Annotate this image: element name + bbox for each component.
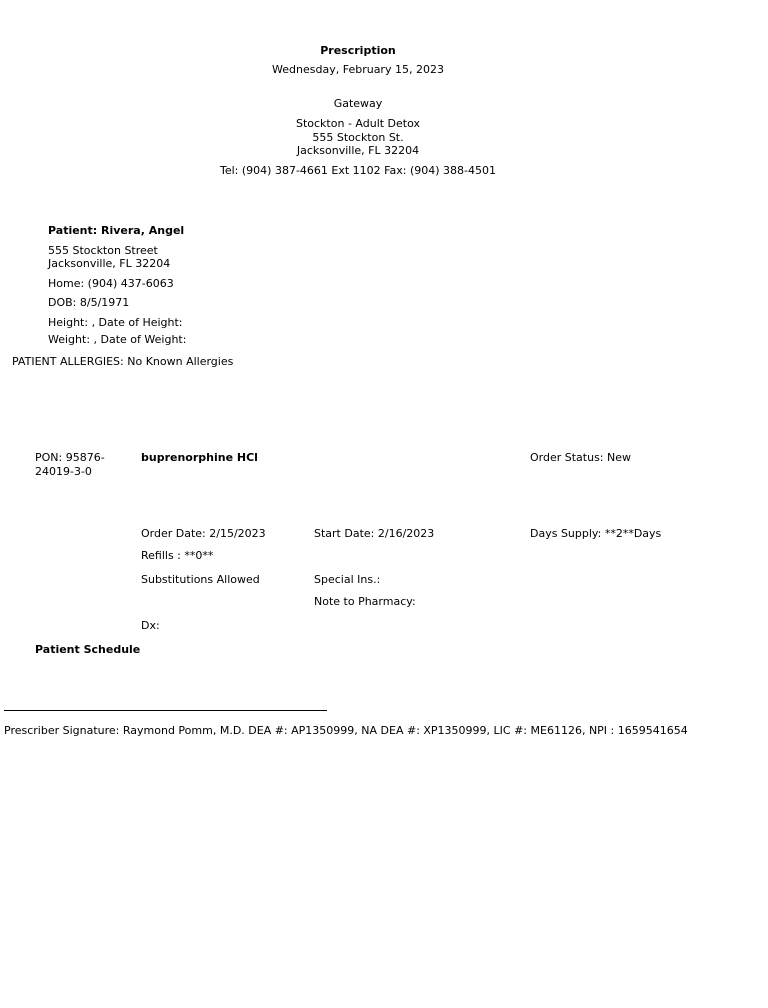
patient-height: Height: , Date of Height: bbox=[48, 316, 183, 329]
diagnosis: Dx: bbox=[141, 619, 160, 632]
document-title: Prescription bbox=[320, 44, 396, 57]
order-status: Order Status: New bbox=[530, 451, 632, 464]
days-supply: Days Supply: **2**Days bbox=[530, 527, 662, 540]
substitutions: Substitutions Allowed bbox=[141, 573, 260, 586]
patient-dob: DOB: 8/5/1971 bbox=[48, 296, 130, 309]
patient-home-phone: Home: (904) 437-6063 bbox=[48, 277, 174, 290]
patient-weight: Weight: , Date of Weight: bbox=[48, 333, 187, 346]
prescriber-signature: Prescriber Signature: Raymond Pomm, M.D. DEA #: AP1350999, NA DEA #: XP1350999, LIC #: ME61126, NPI : 1659541654 bbox=[4, 724, 688, 737]
drug-name: buprenorphine HCl bbox=[141, 451, 258, 464]
patient-name: Patient: Rivera, Angel bbox=[48, 224, 185, 237]
refills: Refills : **0** bbox=[141, 549, 214, 562]
facility-street: 555 Stockton St. bbox=[312, 131, 404, 144]
patient-city: Jacksonville, FL 32204 bbox=[48, 257, 171, 270]
patient-allergies: PATIENT ALLERGIES: No Known Allergies bbox=[12, 355, 234, 368]
start-date: Start Date: 2/16/2023 bbox=[314, 527, 435, 540]
patient-street: 555 Stockton Street bbox=[48, 244, 158, 257]
organization-name: Gateway bbox=[333, 97, 383, 110]
document-date: Wednesday, February 15, 2023 bbox=[272, 63, 444, 76]
pon-number: PON: 95876-24019-3-0 bbox=[35, 451, 105, 478]
order-date: Order Date: 2/15/2023 bbox=[141, 527, 266, 540]
patient-schedule-heading: Patient Schedule bbox=[35, 643, 141, 656]
signature-line bbox=[4, 710, 327, 711]
facility-phone: Tel: (904) 387-4661 Ext 1102 Fax: (904) 388-4501 bbox=[220, 164, 496, 177]
special-instructions: Special Ins.: bbox=[314, 573, 381, 586]
note-to-pharmacy: Note to Pharmacy: bbox=[314, 595, 416, 608]
facility-name: Stockton - Adult Detox bbox=[295, 117, 421, 130]
facility-city: Jacksonville, FL 32204 bbox=[296, 144, 420, 157]
